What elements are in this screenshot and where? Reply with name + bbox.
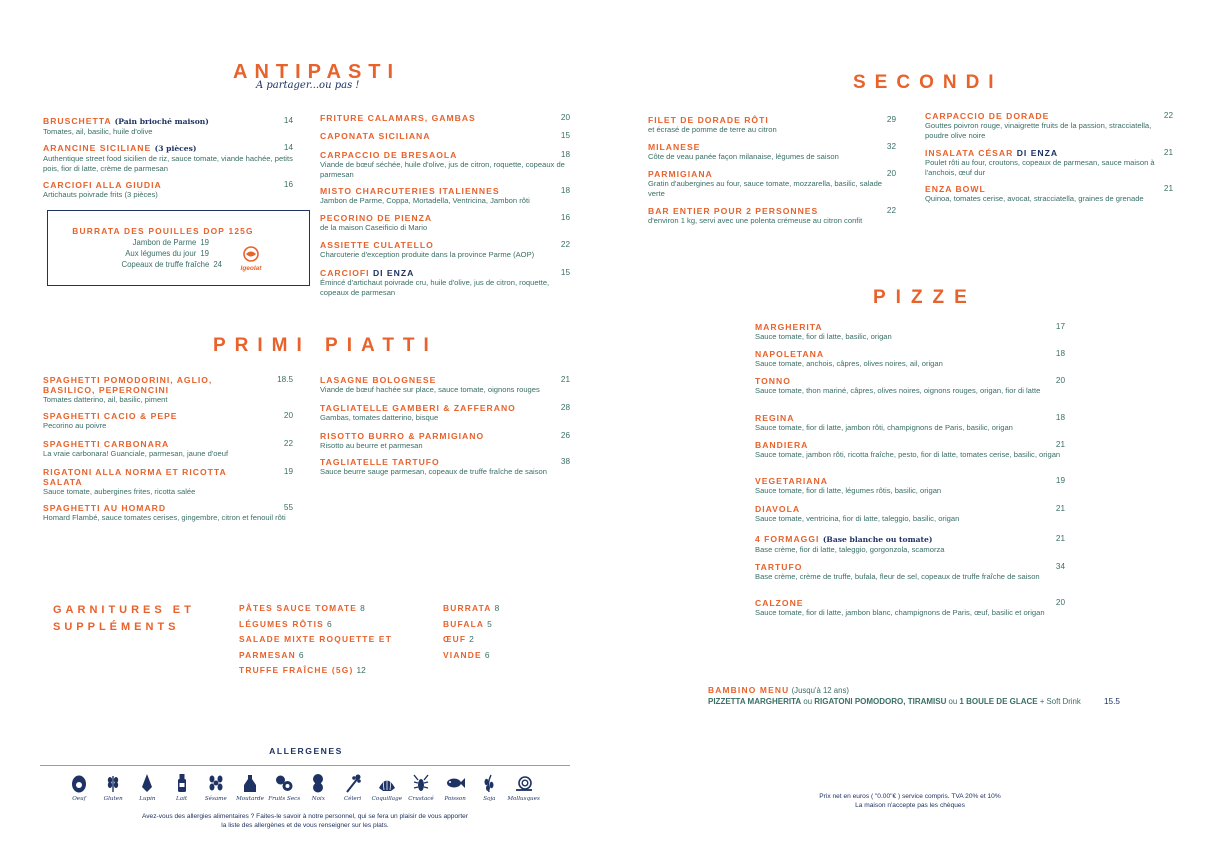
menu-item-price: 20 (560, 113, 570, 122)
allergen-label: Fruits Secs (268, 796, 301, 802)
menu-item (755, 376, 1065, 396)
menu-item (925, 111, 1173, 140)
menu-item-name (43, 503, 243, 513)
menu-item (320, 240, 570, 260)
mustard-icon (240, 773, 260, 793)
menu-item-name (648, 169, 896, 179)
supplement-item (443, 648, 499, 664)
svg-text:Igeolat: Igeolat (240, 265, 262, 272)
allergen-label: Oeuf (72, 796, 86, 802)
menu-item-price: 20 (1055, 598, 1065, 607)
menu-item-price: 18 (1055, 413, 1065, 422)
menu-item-name (320, 375, 570, 385)
allergen-item (370, 773, 404, 802)
menu-item-name (43, 375, 243, 395)
footer-note (790, 792, 1030, 810)
menu-item-name-text: CAPONATA SICILIANA (320, 131, 431, 141)
menu-item (648, 115, 896, 135)
menu-item (43, 411, 293, 431)
menu-item-price: 22 (1163, 111, 1173, 120)
supplement-item (239, 632, 392, 648)
burrata-line (121, 260, 222, 269)
supplement-name: ŒUF (443, 634, 467, 644)
menu-item (320, 457, 570, 477)
menu-item (320, 403, 570, 423)
menu-item (43, 116, 293, 137)
bambino-option: PIZZETTA MARGHERITA (708, 697, 802, 706)
egg-icon (69, 773, 89, 793)
snail-icon (514, 773, 534, 793)
menu-item-name (320, 403, 570, 413)
menu-item (755, 504, 1065, 524)
menu-item (648, 206, 896, 226)
supplement-item (239, 601, 392, 617)
menu-item-name (43, 411, 243, 421)
menu-item-name (755, 476, 1065, 486)
menu-item-description: Viande de bœuf séchée, huile d'olive, jus de citron, roquette, copeaux de parmesan (320, 160, 565, 179)
menu-item-name-text: TONNO (755, 376, 791, 386)
producer-logo-icon (238, 245, 264, 273)
menu-item-name-text: 4 FORMAGGI (755, 534, 820, 544)
bambino-menu (708, 685, 1081, 706)
menu-item-name (320, 113, 570, 123)
allergen-item (199, 773, 233, 802)
menu-item-name (755, 504, 1065, 514)
supplement-item (443, 632, 499, 648)
menu-item (320, 131, 570, 141)
menu-item-description: Gouttes poivron rouge, vinaigrette fruits de la passion, stracciatella, poudre olive noire (925, 121, 1152, 140)
supplement-item (443, 601, 499, 617)
wheat-icon (103, 773, 123, 793)
allergen-item (472, 773, 506, 802)
allergen-label: Soja (483, 796, 496, 802)
menu-item-price: 16 (560, 213, 570, 222)
menu-item (320, 375, 570, 395)
menu-item-name-text: INSALATA CÉSAR (925, 148, 1014, 158)
celery-icon (343, 773, 363, 793)
burrata-line (133, 238, 209, 247)
menu-item-name-text: SPAGHETTI CACIO & PEPE (43, 411, 178, 421)
allergen-label: Gluten (103, 796, 123, 802)
menu-item-name (925, 148, 1173, 158)
menu-item-description: La vraie carbonara! Guanciale, parmesan, jaune d'oeuf (43, 449, 229, 458)
menu-item-price: 16 (283, 180, 293, 189)
menu-item-price: 22 (283, 439, 293, 448)
supplement-item (239, 663, 392, 679)
menu-item-name (43, 467, 243, 487)
menu-item-description: Sauce tomate, fior di latte, légumes rôtis, basilic, origan (755, 486, 942, 495)
menu-item-price: 26 (560, 431, 570, 440)
menu-item-price: 18 (1055, 349, 1065, 358)
menu-item-name-text: SPAGHETTI CARBONARA (43, 439, 170, 449)
allergen-item (233, 773, 267, 802)
menu-item-description: Quinoa, tomates cerise, avocat, stracciatella, graines de grenade (925, 194, 1144, 203)
menu-item-price: 18 (560, 150, 570, 159)
menu-item-price: 55 (283, 503, 293, 512)
garnitures-column-1 (239, 601, 392, 679)
menu-item (755, 534, 1065, 555)
menu-item (43, 375, 293, 405)
menu-item-description: Charcuterie d'exception produite dans la province Parme (AOP) (320, 250, 535, 259)
allergen-item (438, 773, 472, 802)
menu-item-description: Sauce tomate, aubergines frites, ricotta salée (43, 487, 196, 496)
menu-item-description: Sauce tomate, fior di latte, jambon blanc, champignons de Paris, œuf, basilic et origan (755, 608, 1045, 617)
menu-item-name (755, 322, 1065, 332)
menu-item-name-text: TARTUFO (755, 562, 803, 572)
menu-item-price: 21 (1163, 184, 1173, 193)
menu-item-name (320, 131, 570, 141)
menu-item-price: 34 (1055, 562, 1065, 571)
menu-item-name-text: CARCIOFI ALLA GIUDIA (43, 180, 162, 190)
menu-item-description: Authentique street food sicilien de riz, sauce tomate, viande hachée, petits pois, fior di latte, crème de parmesan (43, 154, 293, 173)
menu-item-price: 21 (1055, 504, 1065, 513)
menu-item (755, 598, 1065, 618)
allergen-label: Mollusques (507, 796, 540, 802)
menu-item-description: et écrasé de pomme de terre au citron (648, 125, 777, 134)
allergen-item (130, 773, 164, 802)
menu-item-price: 18 (560, 186, 570, 195)
menu-item (320, 186, 570, 206)
menu-item (43, 467, 293, 497)
supplement-name: PARMESAN (239, 649, 296, 660)
allergen-item (507, 773, 541, 802)
menu-item-name-text: SPAGHETTI POMODORINI, AGLIO, BASILICO, PEPERONCINI (43, 375, 213, 395)
bambino-plus: + Soft Drink (1039, 697, 1081, 706)
menu-item-name-text: ARANCINE SICILIANE (43, 143, 152, 153)
menu-item-price: 20 (283, 411, 293, 420)
primi-title: PRIMI PIATTI (213, 335, 438, 356)
allergens-note (120, 812, 490, 830)
menu-item-description: Sauce tomate, fior di latte, jambon rôti, champignons de Paris, basilic, origan (755, 423, 1013, 432)
menu-item-name-text: BANDIERA (755, 440, 809, 450)
menu-item-name (925, 184, 1173, 194)
menu-item-description: Sauce tomate, anchois, câpres, olives noires, ail, origan (755, 359, 943, 368)
menu-item-price: 14 (283, 116, 293, 125)
allergen-item (301, 773, 335, 802)
bambino-or: ou (948, 697, 958, 706)
fish-icon (445, 773, 465, 793)
menu-item (925, 148, 1173, 177)
menu-item-name (320, 186, 570, 196)
menu-item-note: (3 pièces) (154, 144, 197, 153)
menu-item-name (648, 142, 896, 152)
allergen-label: Noix (311, 796, 325, 802)
menu-item-name (43, 116, 293, 127)
menu-item-description: Sauce tomate, jambon rôti, ricotta fraîche, pesto, fior di latte, tomates cerise, basilic, origan (755, 450, 1061, 459)
allergen-label: Crustacé (408, 796, 434, 802)
menu-item-name (648, 115, 896, 125)
burrata-line-label: Copeaux de truffe fraîche (121, 260, 210, 269)
menu-item-name (320, 240, 570, 250)
menu-item (755, 476, 1065, 496)
milk-icon (172, 773, 192, 793)
menu-item-price: 15 (560, 268, 570, 277)
allergens-note-line: Avez-vous des allergies alimentaires ? Faites-le savoir à notre personnel, qui se fera un plaisir de vous apporter (141, 813, 469, 820)
menu-item-price: 18.5 (277, 375, 293, 384)
menu-item-note: (Pain brioché maison) (114, 117, 209, 126)
footer-line: La maison n'accepte pas les chèques (855, 802, 965, 809)
menu-item-price: 29 (886, 115, 896, 124)
menu-item-name-accent: DI ENZA (1016, 148, 1059, 158)
menu-item-price: 22 (886, 206, 896, 215)
menu-item-name-accent: DI ENZA (372, 268, 415, 278)
menu-item (925, 184, 1173, 204)
menu-item-name-text: CALZONE (755, 598, 804, 608)
supplement-name: VIANDE (443, 649, 482, 660)
supplement-price: 5 (487, 618, 492, 629)
menu-item-price: 15 (560, 131, 570, 140)
menu-item-name-text: MISTO CHARCUTERIES ITALIENNES (320, 186, 500, 196)
peanut-icon (308, 773, 328, 793)
burrata-line-price: 19 (200, 238, 209, 247)
menu-item (648, 142, 896, 162)
menu-item-description: Sauce tomate, fior di latte, basilic, origan (755, 332, 892, 341)
menu-item-description: Tomates datterino, ail, basilic, piment (43, 395, 168, 404)
menu-item (43, 143, 293, 173)
menu-item-name-text: CARPACCIO DE DORADE (925, 111, 1050, 121)
antipasti-tagline: A partager...ou pas ! (256, 80, 360, 91)
burrata-line (125, 249, 209, 258)
menu-item (755, 413, 1065, 433)
allergen-item (62, 773, 96, 802)
bambino-or: ou (803, 697, 813, 706)
garnitures-title (53, 602, 195, 636)
garnitures-title-line: GARNITURES ET (53, 604, 195, 616)
menu-item (648, 169, 896, 198)
bambino-option: RIGATONI POMODORO, TIRAMISU (814, 697, 947, 706)
menu-item-name-text: TAGLIATELLE TARTUFO (320, 457, 440, 467)
menu-item (755, 349, 1065, 369)
supplement-name: LÉGUMES RÔTIS (239, 618, 324, 629)
menu-item-name-text: BAR ENTIER POUR 2 PERSONNES (648, 206, 819, 216)
supplement-price: 6 (484, 649, 490, 660)
sesame-icon (206, 773, 226, 793)
menu-item-name-text: SPAGHETTI AU HOMARD (43, 503, 167, 513)
bambino-title: BAMBINO MENU (708, 685, 790, 695)
allergen-item (96, 773, 130, 802)
menu-item-name (648, 206, 896, 216)
menu-item-name (320, 268, 570, 278)
supplement-name: SALADE MIXTE ROQUETTE ET (239, 634, 393, 644)
footer-line: Prix net en euros ( "0.00"€ ) service compris. TVA 20% et 10% (819, 793, 1001, 800)
menu-item-name (320, 213, 570, 223)
menu-item-name (755, 562, 1065, 572)
burrata-title: BURRATA DES POUILLES DOP 125G (72, 226, 254, 236)
menu-item (43, 503, 293, 523)
menu-item-price: 21 (1163, 148, 1173, 157)
menu-item-description: de la maison Caseificio di Mario (320, 223, 428, 232)
supplement-name: BURRATA (443, 603, 492, 613)
menu-item (755, 322, 1065, 342)
menu-item-description: Tomates, ail, basilic, huile d'olive (43, 127, 153, 136)
menu-item-price: 32 (886, 142, 896, 151)
menu-item-description: Gratin d'aubergines au four, sauce tomate, mozzarella, basilic, salade verte (648, 179, 883, 198)
menu-item-description: Homard Flambé, sauce tomates cerises, gingembre, citron et fenouil rôti (43, 513, 286, 522)
allergen-item (404, 773, 438, 802)
menu-item-description: Poulet rôti au four, croutons, copeaux de parmesan, sauce maison à l'anchois, œuf dur (925, 158, 1155, 177)
allergen-label: Sésame (204, 796, 227, 802)
menu-item-note: (Base blanche ou tomate) (822, 535, 933, 544)
menu-item-description: Sauce tomate, ventricina, fior di latte, taleggio, basilic, origan (755, 514, 960, 523)
bambino-age: (Jusqu'à 12 ans) (791, 686, 849, 695)
menu-item-name (43, 180, 293, 190)
menu-item-name (755, 534, 1065, 545)
menu-item (43, 439, 293, 459)
menu-item-name-text: CARPACCIO DE BRESAOLA (320, 150, 458, 160)
menu-item-name-text: BRUSCHETTA (43, 116, 112, 126)
allergen-label: Coquillage (371, 796, 403, 802)
supplement-price: 12 (356, 665, 366, 675)
menu-item-name (755, 376, 1065, 386)
menu-item-name (320, 457, 570, 467)
menu-item (755, 440, 1065, 460)
menu-item-name (320, 431, 570, 441)
menu-item (320, 150, 570, 179)
menu-item (755, 562, 1065, 582)
menu-item-name-text: CARCIOFI (320, 268, 370, 278)
menu-item-name (925, 111, 1173, 121)
supplement-price: 8 (360, 603, 365, 613)
antipasti-title: ANTIPASTI (233, 61, 401, 83)
garnitures-title-line: SUPPLÉMENTS (53, 621, 180, 633)
menu-item-description: Artichauts poivrade frits (3 pièces) (43, 190, 158, 199)
burrata-line-price: 24 (213, 260, 222, 269)
supplement-name: TRUFFE FRAÎCHE (5G) (239, 665, 354, 675)
menu-item-name-text: PECORINO DE PIENZA (320, 213, 433, 223)
supplement-item (443, 617, 499, 633)
menu-item-name-text: MILANESE (648, 142, 701, 152)
menu-item-description: Sauce tomate, thon mariné, câpres, olives noires, oignons rouges, origan, fior di latte (755, 386, 1041, 395)
menu-item-price: 21 (1055, 534, 1065, 543)
menu-item (320, 213, 570, 233)
burrata-line-label: Jambon de Parme (132, 238, 197, 247)
menu-item-name-text: NAPOLETANA (755, 349, 825, 359)
menu-item-name (755, 598, 1065, 608)
menu-item-name (320, 150, 570, 160)
allergens-note-line: la liste des allergènes et de vous renseigner sur les plats. (221, 822, 389, 829)
menu-item-name-text: FRITURE CALAMARS, GAMBAS (320, 113, 476, 123)
menu-item-price: 20 (1055, 376, 1065, 385)
menu-item-price: 19 (283, 467, 293, 476)
menu-item-name-text: ASSIETTE CULATELLO (320, 240, 434, 250)
allergen-label: Lupin (139, 796, 156, 802)
menu-item-name-text: TAGLIATELLE GAMBERI & ZAFFERANO (320, 403, 516, 413)
bambino-option: 1 BOULE DE GLACE (959, 697, 1038, 706)
supplement-price: 6 (326, 618, 332, 629)
allergen-item (267, 773, 301, 802)
menu-item-description: Base crème, fior di latte, taleggio, gorgonzola, scamorza (755, 545, 945, 554)
menu-item-price: 22 (560, 240, 570, 249)
menu-item (43, 180, 293, 200)
menu-item-description: Risotto au beurre et parmesan (320, 441, 423, 450)
menu-item-description: d'environ 1 kg, servi avec une polenta crémeuse au citron confit (648, 216, 863, 225)
menu-item-name (755, 349, 1065, 359)
secondi-title: SECONDI (853, 72, 1003, 93)
menu-item-name-text: REGINA (755, 413, 795, 423)
menu-item-name-text: MARGHERITA (755, 322, 823, 332)
menu-item-name-text: RISOTTO BURRO & PARMIGIANO (320, 431, 485, 441)
menu-item-name-text: FILET DE DORADE RÔTI (648, 115, 769, 125)
menu-item-price: 19 (1055, 476, 1065, 485)
menu-item-price: 21 (1055, 440, 1065, 449)
supplement-item (239, 648, 392, 664)
menu-item-description: Pecorino au poivre (43, 421, 107, 430)
menu-item-price: 28 (560, 403, 570, 412)
burrata-line-label: Aux légumes du jour (125, 249, 197, 258)
allergens-divider (40, 765, 570, 766)
allergen-item (336, 773, 370, 802)
menu-item-price: 14 (283, 143, 293, 152)
menu-item-name (43, 143, 293, 154)
supplement-item (239, 617, 392, 633)
soy-icon (479, 773, 499, 793)
allergens-title: ALLERGENES (269, 746, 343, 756)
menu-item-name-text: LASAGNE BOLOGNESE (320, 375, 437, 385)
supplement-name: PÂTES SAUCE TOMATE (239, 603, 358, 613)
menu-item-description: Côte de veau panée façon milanaise, légumes de saison (648, 152, 839, 161)
bambino-price: 15.5 (1104, 697, 1120, 706)
menu-item-name-text: ENZA BOWL (925, 184, 986, 194)
allergen-item (165, 773, 199, 802)
menu-item-name-text: PARMIGIANA (648, 169, 713, 179)
menu-item-description: Jambon de Parme, Coppa, Mortadella, Ventricina, Jambon rôti (320, 196, 530, 205)
menu-item-description: Base crème, crème de truffe, bufala, fleur de sel, copeaux de truffe fraîche de saison (755, 572, 1040, 581)
allergen-label: Moutarde (236, 796, 264, 802)
menu-item-description: Viande de bœuf hachée sur place, sauce tomate, oignons rouges (320, 385, 540, 394)
nuts-icon (274, 773, 294, 793)
menu-item-name-text: DIAVOLA (755, 504, 801, 514)
lobster-icon (411, 773, 431, 793)
burrata-line-price: 19 (200, 249, 209, 258)
lupin-icon (137, 773, 157, 793)
menu-item-name (755, 440, 1065, 450)
garnitures-column-2 (443, 601, 499, 663)
supplement-price: 8 (494, 603, 500, 613)
menu-item-name-text: RIGATONI ALLA NORMA ET RICOTTA SALATA (43, 467, 227, 487)
menu-item-price: 21 (560, 375, 570, 384)
pizze-title: PIZZE (873, 287, 977, 308)
menu-item-name (43, 439, 243, 449)
allergen-label: Céleri (344, 796, 362, 802)
allergen-label: Poisson (444, 796, 466, 802)
menu-item-description: Gambas, tomates datterino, bisque (320, 413, 439, 422)
supplement-name: BUFALA (443, 618, 485, 629)
menu-item (320, 113, 570, 123)
shell-icon (377, 773, 397, 793)
menu-item-price: 20 (886, 169, 896, 178)
allergen-label: Lait (176, 796, 188, 802)
menu-item-description: Émincé d'artichaut poivrade cru, huile d'olive, jus de citron, roquette, copeaux de parmesan (320, 278, 550, 297)
menu-item-name (755, 413, 1065, 423)
menu-item-price: 17 (1055, 322, 1065, 331)
menu-item-name-text: VEGETARIANA (755, 476, 828, 486)
menu-item (320, 431, 570, 451)
menu-item-description: Sauce beurre sauge parmesan, copeaux de truffe fraîche de saison (320, 467, 547, 476)
supplement-price: 2 (469, 634, 474, 644)
menu-item (320, 268, 570, 297)
supplement-price: 6 (298, 649, 304, 660)
burrata-box (47, 210, 310, 286)
menu-item-price: 38 (560, 457, 570, 466)
